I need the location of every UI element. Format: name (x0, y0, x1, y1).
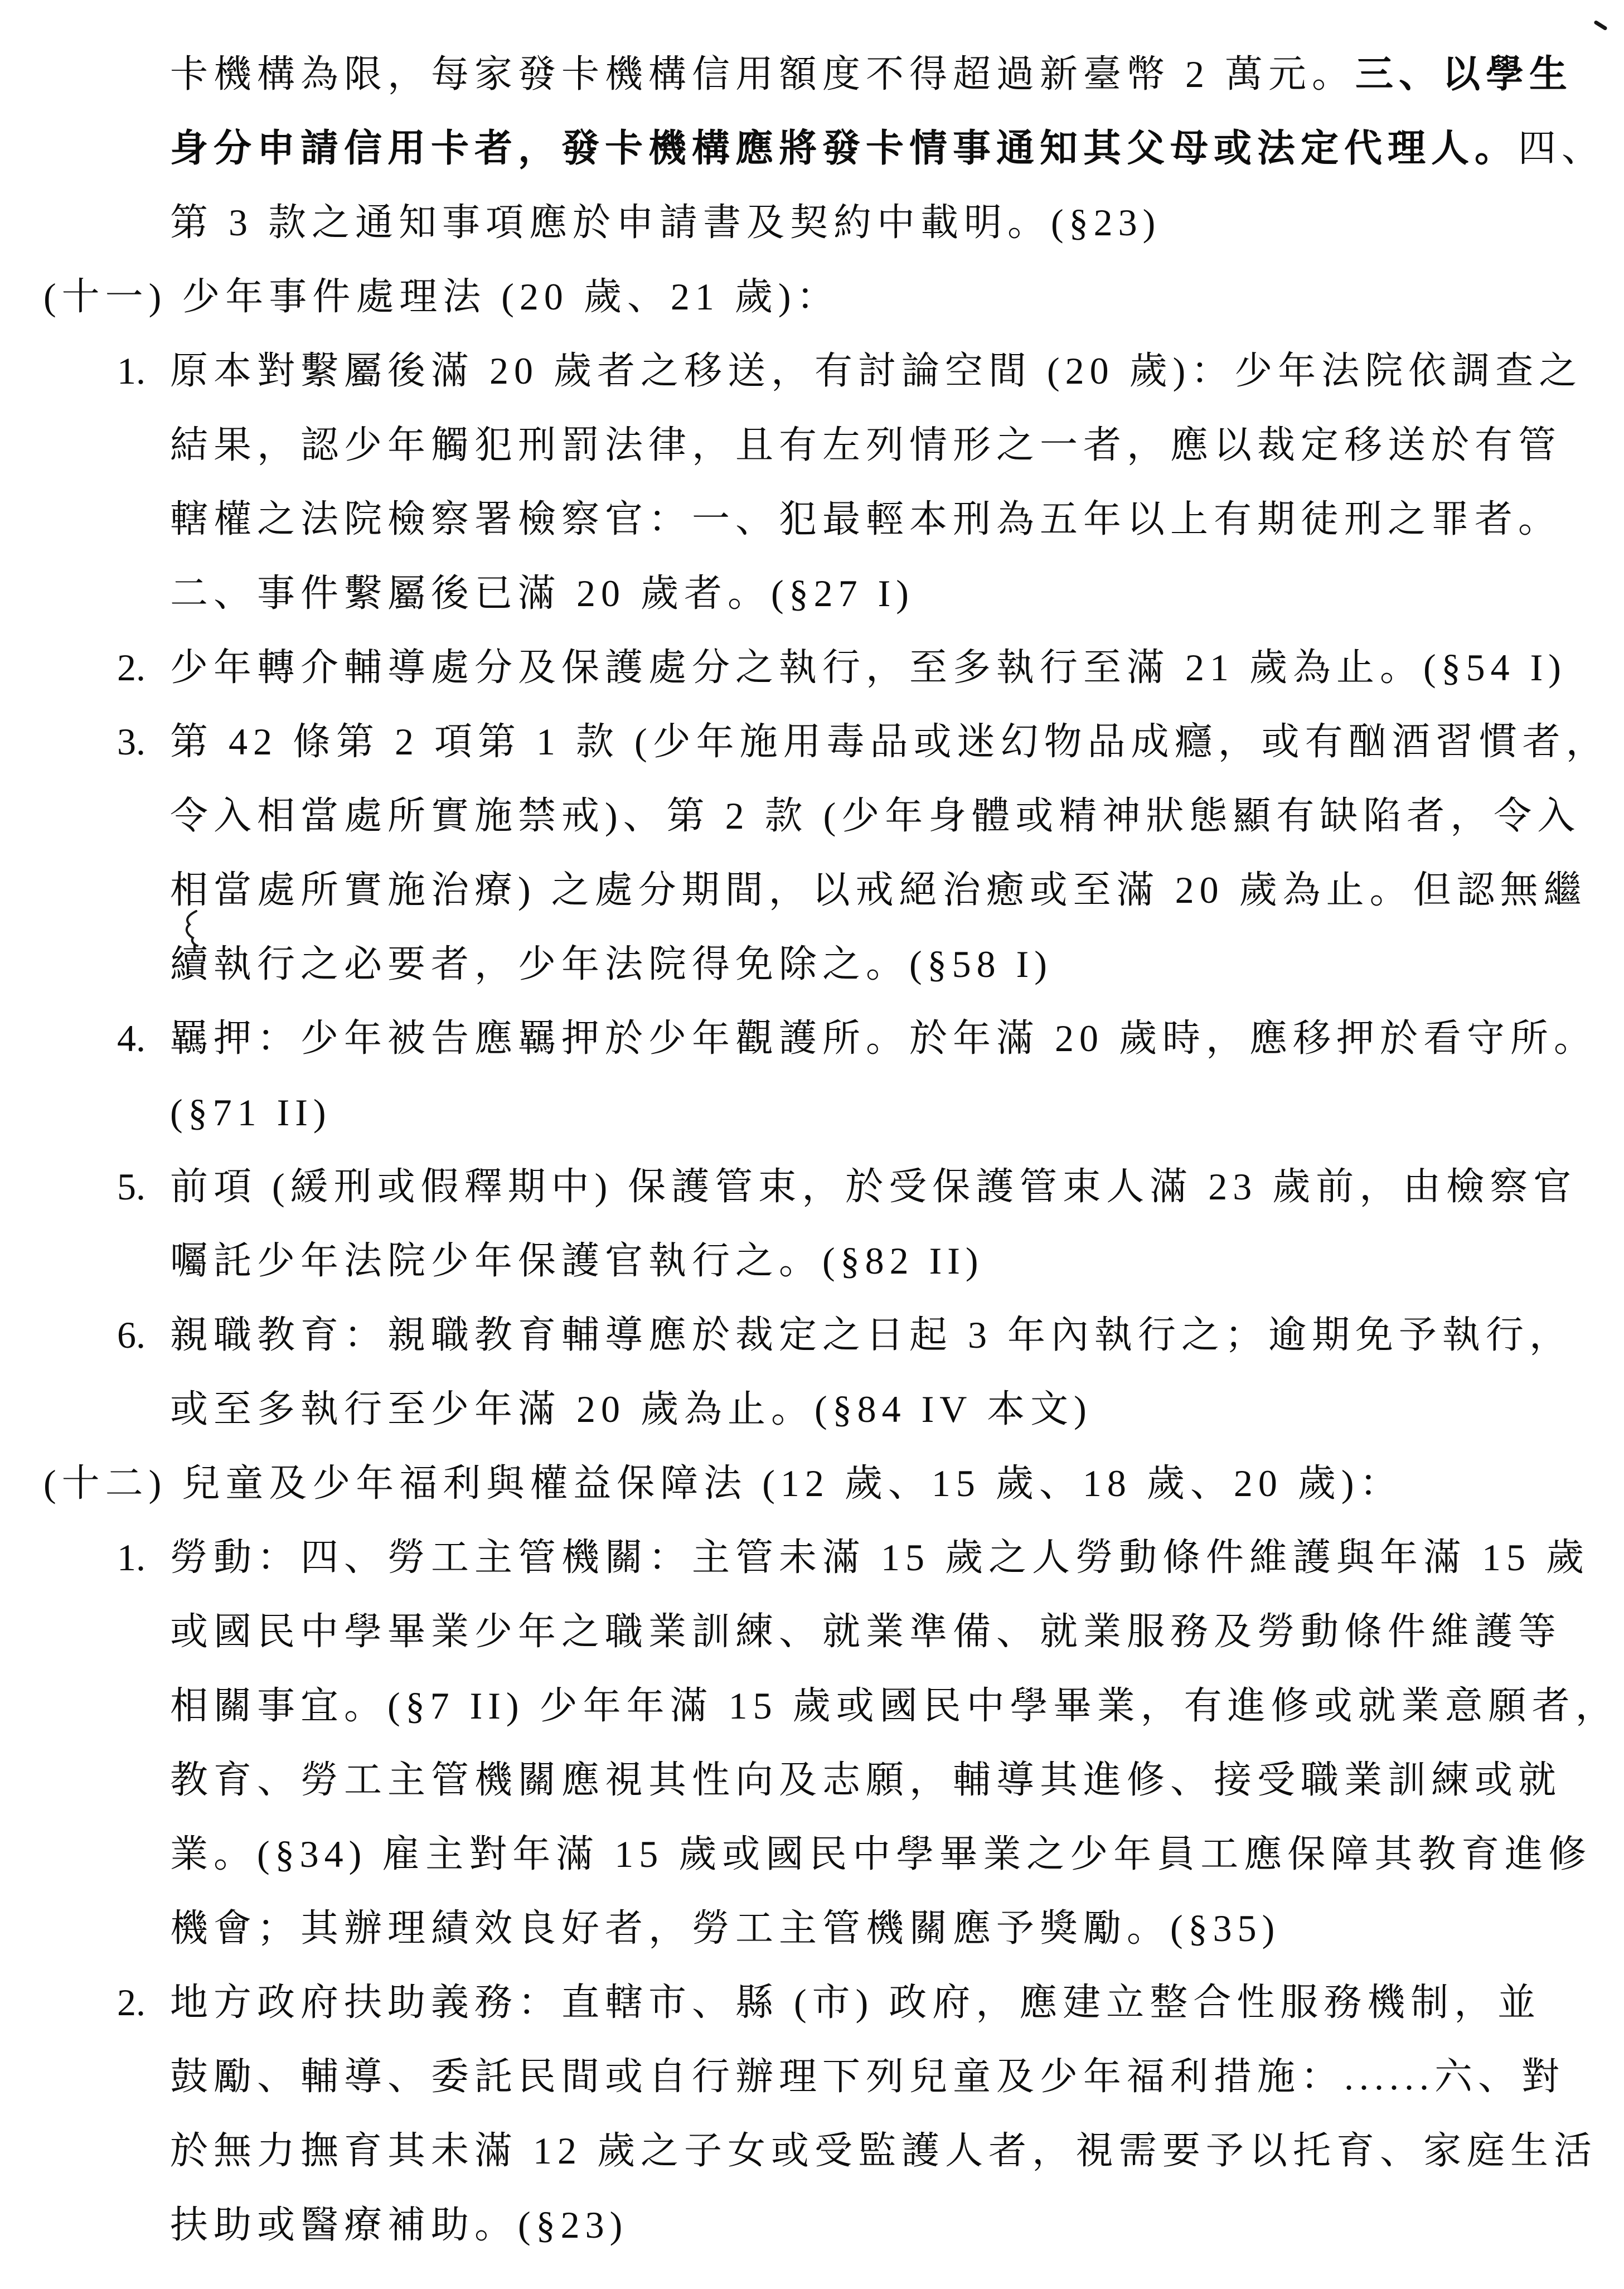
text-line (0, 1669, 1624, 1743)
text-line (0, 482, 1624, 556)
text-segment-bold: 身分申請信用卡者，發卡機構應將發卡情事通知其父母或法定代理人。 (170, 127, 1519, 170)
text-line (0, 2114, 1624, 2188)
text-line (0, 186, 1624, 260)
text-segment: 囑託少年法院少年保護官執行之。(§82 II) (170, 1240, 984, 1282)
text-line (0, 1743, 1624, 1817)
item-number: 2. (117, 646, 146, 689)
text-line (0, 1076, 1624, 1150)
text-line (0, 1817, 1624, 1891)
text-segment: 鼓勵、輔導、委託民間或自行辦理下列兒童及少年福利措施：......六、對 (170, 2055, 1565, 2098)
text-line (0, 556, 1624, 631)
list-item (0, 1150, 1624, 1224)
text-segment-bold: 三、以學生 (1355, 53, 1573, 95)
item-number: 1. (117, 350, 146, 392)
text-segment: 相當處所實施治療) 之處分期間，以戒絕治癒或至滿 20 歲為止。但認無繼 (170, 869, 1587, 911)
text-segment: 第 3 款之通知事項應於申請書及契約中載明。(§23) (170, 201, 1161, 244)
list-item (0, 705, 1624, 779)
text-segment: 第 42 條第 2 項第 1 款 (少年施用毒品或迷幻物品成癮，或有酗酒習慣者， (170, 720, 1610, 763)
text-segment: 於無力撫育其未滿 12 歲之子女或受監護人者，視需要予以托育、家庭生活 (170, 2130, 1598, 2172)
item-number: 4. (117, 1017, 146, 1059)
text-segment: (十二) 兒童及少年福利與權益保障法 (12 歲、15 歲、18 歲、20 歲)： (43, 1462, 1403, 1504)
text-segment: 前項 (緩刑或假釋期中) 保護管束，於受保護管束人滿 23 歲前，由檢察官 (170, 1165, 1577, 1208)
text-segment: 相關事宜。(§7 II) 少年年滿 15 歲或國民中學畢業，有進修或就業意願者， (170, 1685, 1619, 1727)
text-line (0, 1224, 1624, 1298)
text-segment: 或國民中學畢業少年之職業訓練、就業準備、就業服務及勞動條件維護等 (170, 1610, 1562, 1653)
text-segment: (十一) 少年事件處理法 (20 歲、21 歲)： (43, 275, 840, 318)
text-segment: 業。(§34) 雇主對年滿 15 歲或國民中學畢業之少年員工應保障其教育進修 (170, 1833, 1592, 1875)
text-segment: 教育、勞工主管機關應視其性向及志願，輔導其進修、接受職業訓練或就 (170, 1759, 1562, 1801)
section-heading (0, 1446, 1624, 1521)
list-item (0, 1521, 1624, 1595)
item-number: 6. (117, 1314, 146, 1356)
text-segment: 原本對繫屬後滿 20 歲者之移送，有討論空間 (20 歲)：少年法院依調查之 (170, 350, 1583, 392)
text-line (0, 1372, 1624, 1446)
text-segment: 四、 (1518, 127, 1606, 170)
text-segment: 令入相當處所實施禁戒)、第 2 款 (少年身體或精神狀態顯有缺陷者，令入 (170, 795, 1581, 837)
text-segment: (§71 II) (170, 1091, 332, 1134)
text-line (0, 112, 1624, 186)
text-line (0, 853, 1624, 927)
text-line (0, 1595, 1624, 1669)
item-number: 2. (117, 1981, 146, 2024)
text-segment: 扶助或醫療補助。(§23) (170, 2204, 628, 2246)
text-segment: 轄權之法院檢察署檢察官：一、犯最輕本刑為五年以上有期徒刑之罪者。 (170, 498, 1562, 540)
document-text-block (0, 37, 1624, 2262)
text-line (0, 2040, 1624, 2114)
item-number: 3. (117, 720, 146, 763)
text-segment: 二、事件繫屬後已滿 20 歲者。(§27 I) (170, 572, 914, 614)
text-segment: 地方政府扶助義務：直轄市、縣 (市) 政府，應建立整合性服務機制，並 (170, 1981, 1541, 2024)
list-item (0, 1001, 1624, 1076)
item-number: 1. (117, 1536, 146, 1579)
item-number: 5. (117, 1165, 146, 1208)
list-item (0, 334, 1624, 408)
text-line (0, 1891, 1624, 1966)
text-segment: 親職教育：親職教育輔導應於裁定之日起 3 年內執行之；逾期免予執行， (170, 1314, 1573, 1356)
text-line (0, 779, 1624, 853)
scan-artifact-tick-icon (1593, 20, 1608, 31)
text-segment: 勞動：四、勞工主管機關：主管未滿 15 歲之人勞動條件維護與年滿 15 歲 (170, 1536, 1590, 1579)
list-item (0, 1966, 1624, 2040)
section-heading (0, 260, 1624, 334)
text-segment: 或至多執行至少年滿 20 歲為止。(§84 IV 本文) (170, 1388, 1092, 1430)
text-segment: 結果，認少年觸犯刑罰法律，且有左列情形之一者，應以裁定移送於有管 (170, 424, 1562, 466)
text-segment: 卡機構為限，每家發卡機構信用額度不得超過新臺幣 2 萬元。 (170, 53, 1356, 95)
text-segment: 機會；其辦理績效良好者，勞工主管機關應予獎勵。(§35) (170, 1907, 1281, 1949)
text-line (0, 927, 1624, 1001)
text-segment: 續執行之必要者，少年法院得免除之。(§58 I) (170, 943, 1053, 985)
list-item (0, 631, 1624, 705)
text-segment: 少年轉介輔導處分及保護處分之執行，至多執行至滿 21 歲為止。(§54 I) (170, 646, 1567, 689)
text-segment: 羈押：少年被告應羈押於少年觀護所。於年滿 20 歲時，應移押於看守所。 (170, 1017, 1598, 1059)
list-item (0, 1298, 1624, 1372)
text-line (0, 37, 1624, 112)
text-line (0, 408, 1624, 482)
text-line (0, 2188, 1624, 2262)
